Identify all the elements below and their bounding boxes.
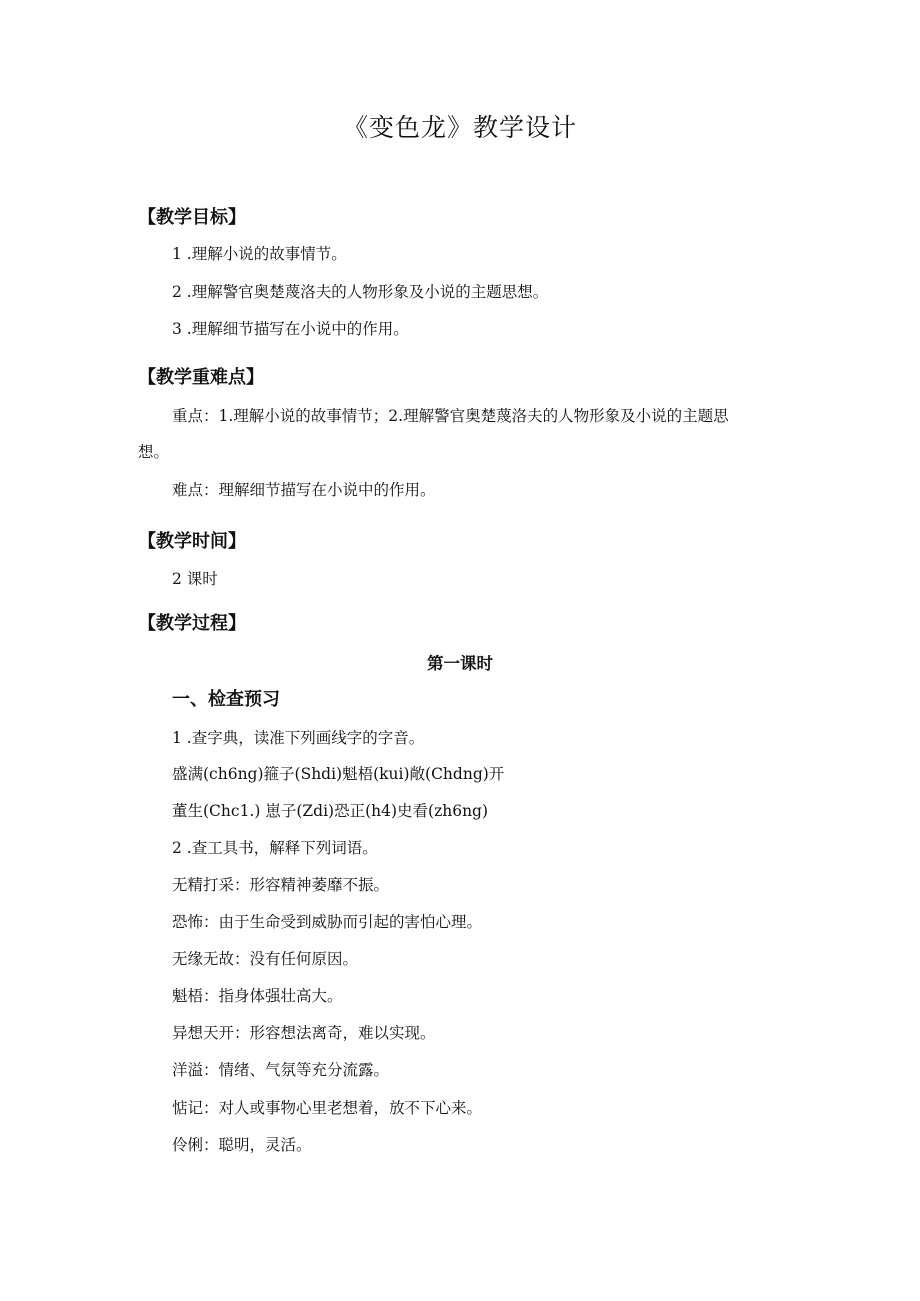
lesson-title: 第一课时 <box>427 654 493 673</box>
section-heading-time: 【教学时间】 <box>138 531 246 552</box>
task-item: 2 .查工具书，解释下列词语。 <box>172 839 378 857</box>
focus-text-continued: 想。 <box>138 443 170 461</box>
definition-item: 惦记：对人或事物心里老想着，放不下心来。 <box>172 1099 483 1117</box>
section-heading-goals: 【教学目标】 <box>138 207 246 228</box>
section-heading-process: 【教学过程】 <box>138 613 246 634</box>
task-item: 1 .查字典，读准下列画线字的字音。 <box>172 729 425 747</box>
definition-item: 恐怖：由于生命受到威胁而引起的害怕心理。 <box>172 913 483 931</box>
goal-item: 3 .理解细节描写在小说中的作用。 <box>172 320 409 338</box>
document-title: 《变色龙》教学设计 <box>342 113 577 142</box>
pronunciation-line: 董生(Chc1.) 崽子(Zdi)恐正(h4)史看(zh6ng) <box>172 802 489 820</box>
time-value: 2 课时 <box>172 570 218 588</box>
definition-item: 异想天开：形容想法离奇，难以实现。 <box>172 1024 436 1042</box>
section-heading-key-points: 【教学重难点】 <box>138 367 264 388</box>
definition-item: 魁梧：指身体强壮高大。 <box>172 987 343 1005</box>
pronunciation-line: 盛满(ch6ng)箍子(Shdi)魁梧(kui)敞(Chdng)开 <box>172 765 505 783</box>
goal-item: 2 .理解警官奥楚蔑洛夫的人物形象及小说的主题思想。 <box>172 283 549 301</box>
goal-item: 1 .理解小说的故事情节。 <box>172 245 347 263</box>
part-title: 一、检查预习 <box>172 689 280 710</box>
definition-item: 无缘无故：没有任何原因。 <box>172 950 359 968</box>
difficulty-text: 难点：理解细节描写在小说中的作用。 <box>172 481 436 499</box>
definition-item: 洋溢：情绪、气氛等充分流露。 <box>172 1061 390 1079</box>
definition-item: 伶俐：聪明，灵活。 <box>172 1136 312 1154</box>
definition-item: 无精打采：形容精神萎靡不振。 <box>172 876 390 894</box>
focus-text: 重点：1.理解小说的故事情节；2.理解警官奥楚蔑洛夫的人物形象及小说的主题思 <box>172 407 729 425</box>
